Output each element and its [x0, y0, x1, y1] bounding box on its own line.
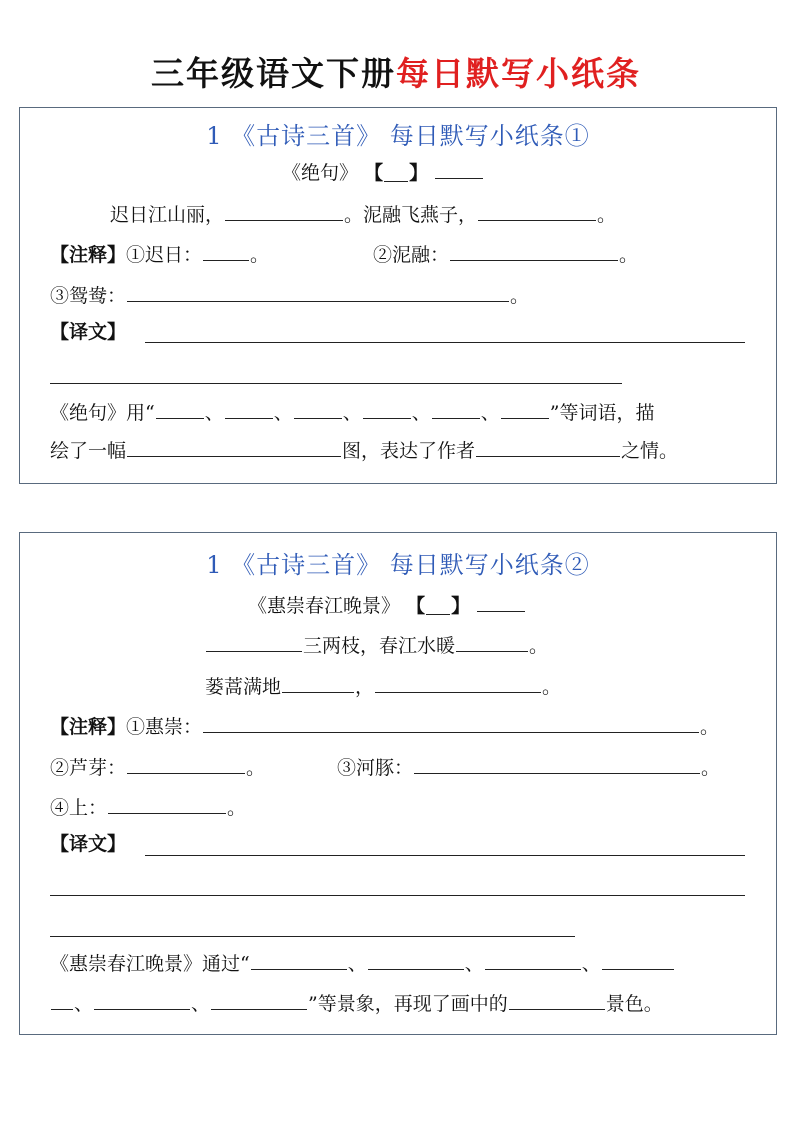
verse-blank[interactable] [206, 631, 302, 652]
poem-title: 《绝句》 [282, 162, 359, 184]
author-blank[interactable] [435, 158, 483, 179]
summary-text: 图，表达了作者 [342, 440, 476, 462]
sep: 、 [480, 402, 500, 424]
notes-line-3 [50, 793, 246, 820]
translation-blank[interactable] [145, 342, 745, 343]
dictation-card-2 [19, 532, 777, 1035]
bracket-close: 】 [409, 162, 429, 184]
poem-text: 。 [542, 676, 562, 698]
note-text: 。 [250, 244, 270, 266]
bracket-open: 【 [364, 162, 384, 184]
summary-blank[interactable] [476, 436, 620, 457]
summary-line-1 [50, 949, 675, 976]
summary-blank[interactable] [509, 989, 605, 1010]
sep: 、 [464, 953, 484, 975]
summary-text: ”等词语，描 [549, 402, 655, 424]
dynasty-blank[interactable] [384, 161, 408, 182]
summary-blank[interactable] [156, 398, 204, 419]
summary-blank[interactable] [602, 949, 674, 970]
summary-text: 《绝句》用“ [50, 402, 155, 424]
summary-blank[interactable] [127, 436, 341, 457]
poem-line-2 [205, 672, 561, 699]
sep: 、 [74, 993, 94, 1015]
note-text: 。 [227, 797, 247, 819]
translation-label: 【译文】 [50, 833, 127, 855]
poem-line-1 [205, 631, 548, 658]
poem-text: 。泥融飞燕子， [344, 204, 478, 226]
note-blank[interactable] [203, 712, 699, 733]
poem-title: 《惠崇春江晚景》 [248, 595, 401, 617]
note-blank[interactable] [203, 240, 249, 261]
note-text: 。 [246, 757, 266, 779]
poem-text: 蒌蒿满地 [205, 676, 282, 698]
note-text: ②泥融： [373, 244, 450, 266]
poem-text: ， [355, 676, 375, 698]
notes-line-2b [337, 753, 720, 780]
sep: 、 [411, 402, 431, 424]
sep: 、 [191, 993, 211, 1015]
notes-line-2 [50, 281, 529, 308]
poem-title-line [282, 158, 484, 185]
summary-text: 景色。 [605, 993, 663, 1015]
notes-label: 【注释】 [50, 716, 127, 738]
note-text: ①惠崇： [126, 716, 203, 738]
summary-blank[interactable] [251, 949, 347, 970]
dynasty-blank[interactable] [426, 594, 450, 615]
summary-blank[interactable] [211, 989, 307, 1010]
note-blank[interactable] [108, 793, 226, 814]
poem-text: 三两枝，春江水暖 [303, 635, 456, 657]
summary-blank[interactable] [51, 989, 73, 1010]
poem-text: 迟日江山丽， [110, 204, 225, 226]
author-blank[interactable] [477, 591, 525, 612]
notes-line-1 [50, 712, 719, 739]
sep: 、 [342, 402, 362, 424]
poem-title-line [248, 591, 526, 618]
notes-line-1 [50, 240, 269, 267]
note-blank[interactable] [450, 240, 618, 261]
verse-blank[interactable] [375, 672, 541, 693]
sep: 、 [204, 402, 224, 424]
summary-text: 《惠崇春江晚景》通过“ [50, 953, 250, 975]
poem-text: 。 [529, 635, 549, 657]
verse-blank[interactable] [225, 200, 343, 221]
sep: 、 [273, 402, 293, 424]
bracket-open: 【 [406, 595, 426, 617]
sep: 、 [581, 953, 601, 975]
note-text: ①迟日： [126, 244, 203, 266]
summary-text: 之情。 [621, 440, 679, 462]
verse-blank[interactable] [456, 631, 528, 652]
note-text: 。 [700, 716, 720, 738]
summary-blank[interactable] [363, 398, 411, 419]
bracket-close: 】 [451, 595, 471, 617]
summary-blank[interactable] [485, 949, 581, 970]
translation-line [50, 320, 126, 344]
summary-blank[interactable] [501, 398, 549, 419]
note-text: 。 [701, 757, 721, 779]
translation-label: 【译文】 [50, 321, 127, 343]
page-title [0, 48, 792, 95]
note-blank[interactable] [414, 753, 700, 774]
poem-text: 。 [597, 204, 617, 226]
translation-blank[interactable] [50, 936, 575, 937]
summary-blank[interactable] [368, 949, 464, 970]
summary-text: 绘了一幅 [50, 440, 127, 462]
summary-text: ”等景象，再现了画中的 [308, 993, 508, 1015]
translation-blank[interactable] [145, 855, 745, 856]
summary-blank[interactable] [94, 989, 190, 1010]
dictation-card-1 [19, 107, 777, 484]
title-red: 每日默写小纸条 [396, 54, 641, 93]
summary-line-2 [50, 989, 663, 1016]
translation-blank[interactable] [50, 895, 745, 896]
verse-blank[interactable] [478, 200, 596, 221]
note-text: 。 [510, 285, 530, 307]
notes-line-2 [50, 753, 265, 780]
card-heading: 1 《古诗三首》 每日默写小纸条① [206, 122, 590, 150]
summary-blank[interactable] [294, 398, 342, 419]
verse-blank[interactable] [282, 672, 354, 693]
translation-blank[interactable] [50, 383, 622, 384]
card-heading: 1 《古诗三首》 每日默写小纸条② [206, 551, 590, 579]
notes-label: 【注释】 [50, 244, 127, 266]
summary-blank[interactable] [432, 398, 480, 419]
note-text: ②芦芽： [50, 757, 127, 779]
summary-blank[interactable] [225, 398, 273, 419]
poem-line-1 [110, 200, 616, 227]
title-black: 三年级语文下册 [151, 54, 396, 93]
sep: 、 [347, 953, 367, 975]
note-text: 。 [619, 244, 639, 266]
note-text: ③鸳鸯： [50, 285, 127, 307]
translation-line [50, 832, 126, 856]
note-text: ③河豚： [337, 757, 414, 779]
notes-line-1b [373, 240, 638, 267]
note-blank[interactable] [127, 753, 245, 774]
note-blank[interactable] [127, 281, 509, 302]
summary-line-1 [50, 398, 655, 425]
summary-line-2 [50, 436, 678, 463]
note-text: ④上： [50, 797, 108, 819]
